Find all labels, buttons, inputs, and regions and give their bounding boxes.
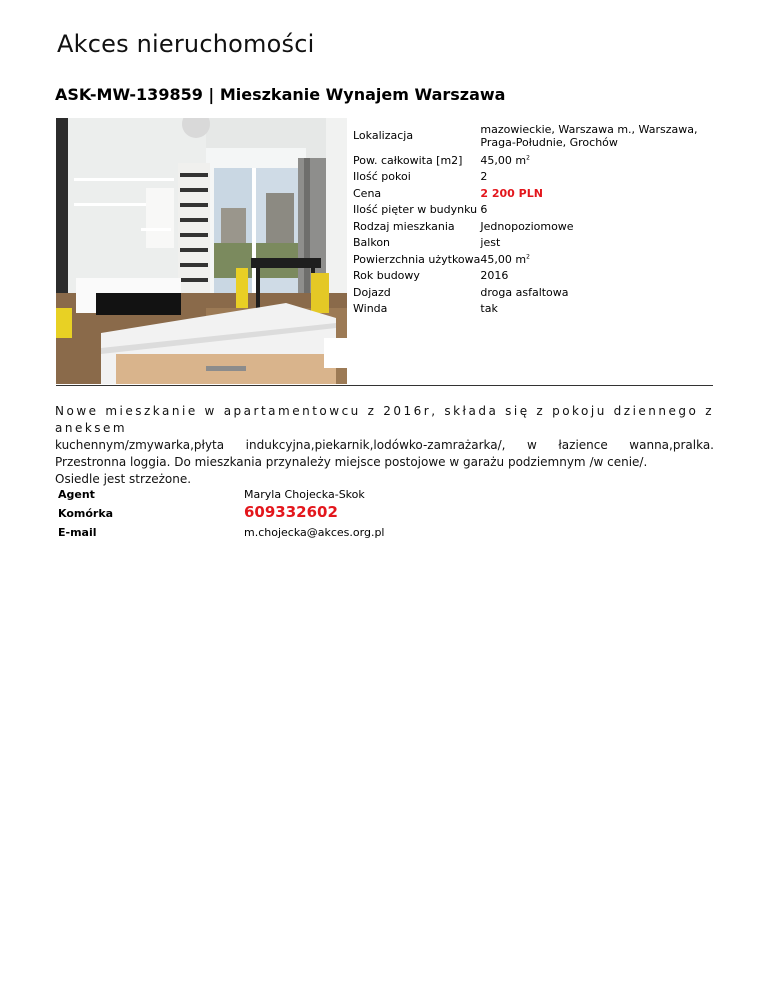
detail-row-apartment-type xyxy=(353,218,713,235)
description-last-line: Osiedle jest strzeżone. xyxy=(55,472,192,486)
detail-value xyxy=(480,152,713,169)
detail-label: Dojazd xyxy=(353,285,391,299)
email-label: E-mail xyxy=(58,526,97,539)
unit-exponent: 2 xyxy=(526,253,530,261)
unit-exponent: 2 xyxy=(526,154,530,162)
listing-description xyxy=(55,403,714,488)
detail-row-access-road xyxy=(353,284,713,301)
detail-label: Cena xyxy=(353,186,382,200)
property-details-table xyxy=(353,119,713,317)
detail-label: Ilość pięter w budynku xyxy=(353,203,478,217)
detail-row-build-year xyxy=(353,268,713,285)
detail-value: 6 xyxy=(480,203,488,217)
location-line-2: Praga-Południe, Grochów xyxy=(480,135,618,149)
detail-value: 2016 xyxy=(480,269,509,283)
phone-number-link[interactable]: 609332602 xyxy=(244,503,338,521)
area-value: 45,00 m xyxy=(480,252,527,266)
detail-row-elevator xyxy=(353,301,713,318)
listing-title: ASK-MW-139859 | Mieszkanie Wynajem Warszawa xyxy=(55,85,506,104)
section-divider xyxy=(56,385,713,386)
location-line-1: mazowieckie, Warszawa m., Warszawa, xyxy=(480,122,698,136)
detail-value: tak xyxy=(480,302,498,316)
detail-label: Lokalizacja xyxy=(353,129,414,142)
detail-row-floors xyxy=(353,202,713,219)
detail-label: Powierzchnia użytkowa xyxy=(353,252,481,266)
description-body: kuchennym/zmywarka,płyta indukcyjna,piekarnik,lodówko-zamrażarka/, w łazience wanna,pralka. Przestronna loggia. Do mieszkania przynależy miejsce postojowe w garażu podziemnym /w cenie/. xyxy=(55,438,714,469)
apartment-photo-image xyxy=(56,118,347,384)
agent-name: Maryla Chojecka-Skok xyxy=(244,488,365,501)
email-link[interactable]: m.chojecka@akces.org.pl xyxy=(244,526,385,539)
detail-label: Rok budowy xyxy=(353,269,420,283)
price-value: 2 200 PLN xyxy=(480,186,543,200)
detail-row-price xyxy=(353,185,713,202)
detail-label: Winda xyxy=(353,302,388,316)
detail-value: Jednopoziomowe xyxy=(480,219,574,233)
detail-row-usable-area xyxy=(353,251,713,268)
detail-value xyxy=(480,251,713,268)
detail-label: Balkon xyxy=(353,236,391,250)
phone-label: Komórka xyxy=(58,507,114,520)
detail-value: 2 xyxy=(480,170,488,184)
agent-label: Agent xyxy=(58,488,95,501)
detail-label: Pow. całkowita [m2] xyxy=(353,153,463,167)
detail-value: droga asfaltowa xyxy=(480,285,569,299)
description-line-1: Nowe mieszkanie w apartamentowcu z 2016r, składa się z pokoju dziennego z aneksem xyxy=(55,404,714,435)
area-value: 45,00 m xyxy=(480,153,527,167)
brand-name: Akces nieruchomości xyxy=(57,30,315,58)
detail-label: Rodzaj mieszkania xyxy=(353,219,455,233)
detail-value xyxy=(480,119,713,152)
detail-value: jest xyxy=(480,236,501,250)
detail-row-rooms xyxy=(353,169,713,186)
listing-photo[interactable] xyxy=(56,118,347,384)
detail-label: Ilość pokoi xyxy=(353,170,411,184)
detail-row-location xyxy=(353,119,713,152)
detail-row-total-area xyxy=(353,152,713,169)
detail-row-balcony xyxy=(353,235,713,252)
